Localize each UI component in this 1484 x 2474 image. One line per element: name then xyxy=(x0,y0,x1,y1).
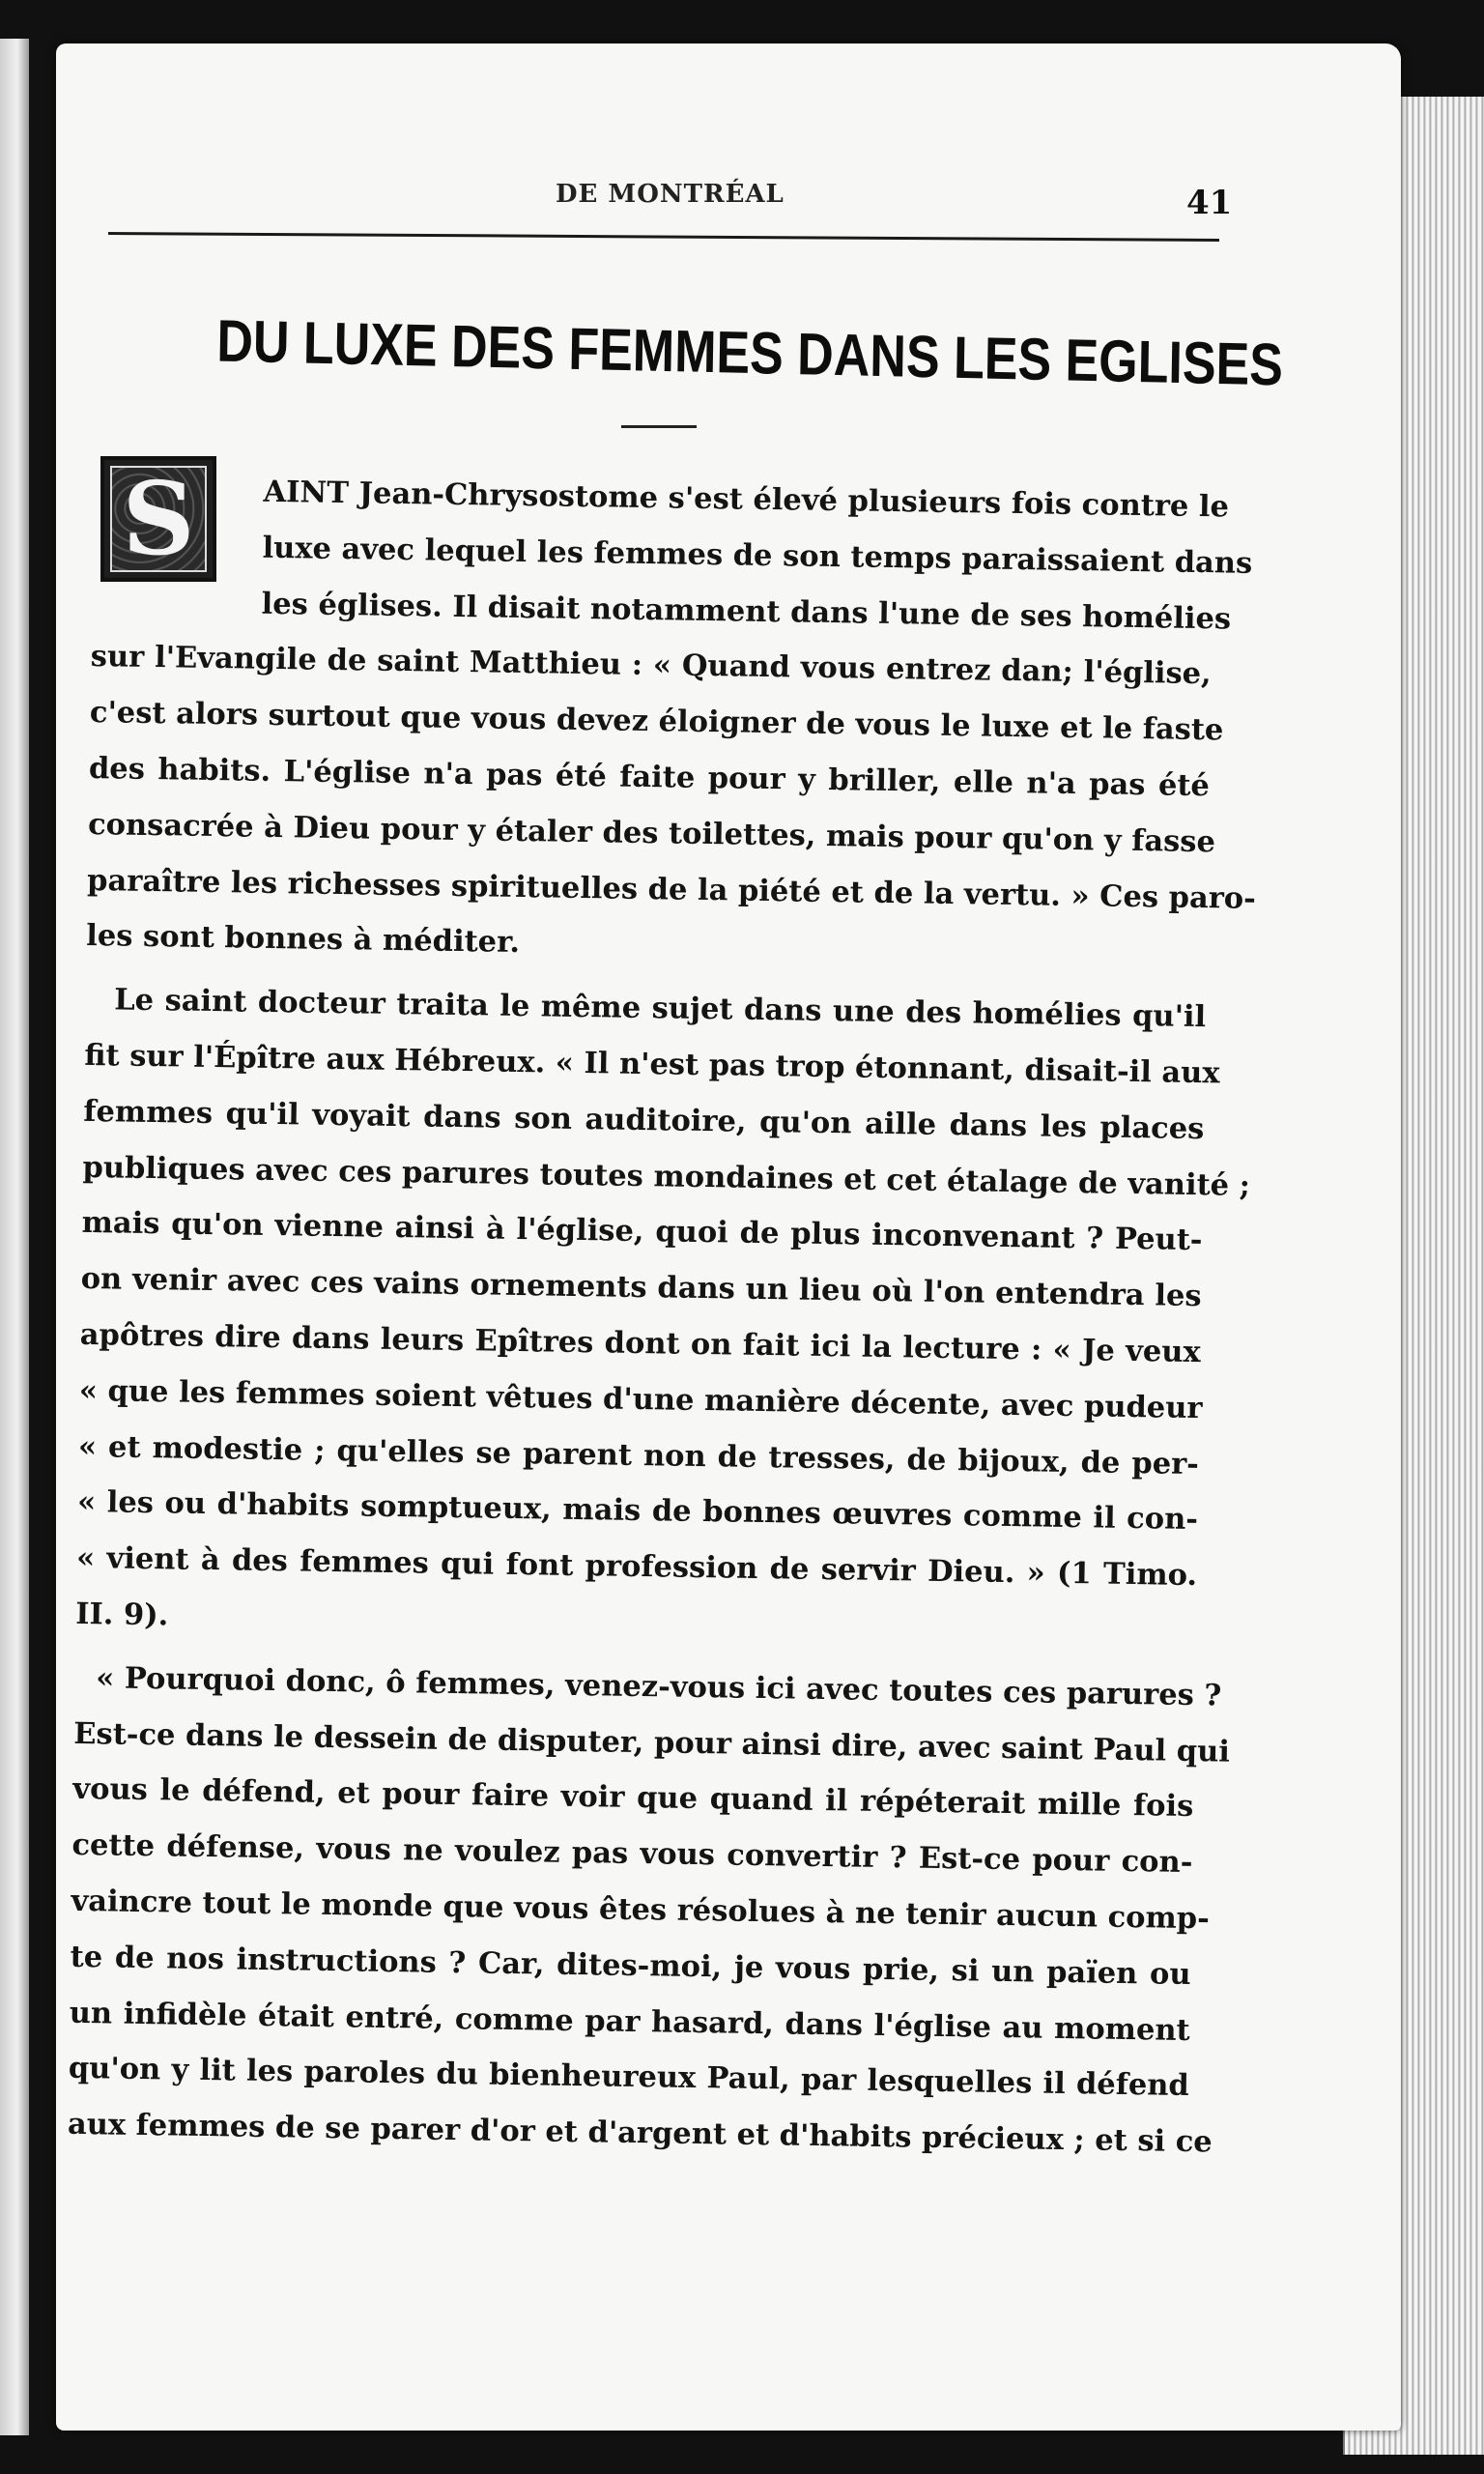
text-line: publiques avec ces parures toutes mondaines et cet étalage de vanité ; xyxy=(82,1149,1251,1203)
paragraph xyxy=(67,1651,1231,2171)
text-line: « vient à des femmes qui font profession de servir Dieu. » (1 Timo. xyxy=(75,1540,1198,1594)
text-line: Est-ce dans le dessein de disputer, pour ainsi dire, avec saint Paul qui xyxy=(73,1715,1231,1769)
paragraph xyxy=(86,459,1257,982)
text-line: luxe avec lequel les femmes de son temps paraissaient dans xyxy=(262,530,1253,581)
text-line: Le saint docteur traita le même sujet dans une des homélies qu'il xyxy=(113,982,1207,1035)
text-line: qu'on y lit les paroles du bienheureux Paul, par lesquelles il défend xyxy=(68,2051,1190,2104)
text-line: on venir avec ces vains ornements dans un lieu où l'on entendra les xyxy=(80,1261,1202,1314)
text-line: sur l'Evangile de saint Matthieu : « Quand vous entrez dan; l'église, xyxy=(90,639,1212,692)
text-line: vous le défend, et pour faire voir que quand il répéterait mille fois xyxy=(72,1771,1194,1825)
previous-page-edge xyxy=(0,39,29,2435)
text-line: un infidèle était entré, comme par hasard, dans l'église au moment xyxy=(69,1995,1190,2048)
article-title: DU LUXE DES FEMMES DANS LES EGLISES xyxy=(215,308,1284,399)
title-rule xyxy=(621,425,697,428)
text-line: femmes qu'il voyait dans son auditoire, qu'on aille dans les places xyxy=(83,1093,1205,1146)
text-line: fit sur l'Épître aux Hébreux. « Il n'est pas trop étonnant, disait-il aux xyxy=(84,1037,1220,1091)
text-line: « et modestie ; qu'elles se parent non de tresses, de bijoux, de per- xyxy=(77,1428,1200,1482)
text-line: apôtres dire dans leurs Epîtres dont on fait ici la lecture : « Je veux xyxy=(79,1316,1201,1370)
dropcap-letter: S xyxy=(122,459,195,578)
page-number: 41 xyxy=(1186,184,1233,222)
text-line: mais qu'on vienne ainsi à l'église, quoi de plus inconvenant ? Peut- xyxy=(81,1205,1203,1258)
text-line: cette défense, vous ne voulez pas vous convertir ? Est-ce pour con- xyxy=(71,1827,1193,1881)
text-line: vaincre tout le monde que vous êtes résolues à ne tenir aucun comp- xyxy=(71,1883,1211,1937)
running-head: DE MONTRÉAL xyxy=(556,180,785,209)
article-body xyxy=(67,459,1257,2171)
text-line: te de nos instructions ? Car, dites-moi, je vous prie, si un païen ou xyxy=(70,1939,1191,1992)
text-line: II. 9). xyxy=(74,1596,169,1633)
text-line: « Pourquoi donc, ô femmes, venez-vous ici avec toutes ces parures ? xyxy=(95,1659,1222,1713)
text-line: paraître les richesses spirituelles de la piété et de la vertu. » Ces paro- xyxy=(86,862,1257,916)
text-line: c'est alors surtout que vous devez éloigner de vous le luxe et le faste xyxy=(89,695,1224,748)
text-line: AINT Jean-Chrysostome s'est élevé plusieurs fois contre le xyxy=(263,474,1230,525)
paragraph xyxy=(74,972,1251,1660)
text-line: consacrée à Dieu pour y étaler des toilettes, mais pour qu'on y fasse xyxy=(87,806,1216,860)
text-line: les églises. Il disait notamment dans l'une de ses homélies xyxy=(261,586,1232,637)
text-line: les sont bonnes à méditer. xyxy=(86,918,521,961)
text-line: aux femmes de se parer d'or et d'argent et d'habits précieux ; et si ce xyxy=(67,2106,1213,2160)
text-line: « que les femmes soient vêtues d'une manière décente, avec pudeur xyxy=(78,1372,1203,1425)
text-line: « les ou d'habits somptueux, mais de bonnes œuvres comme il con- xyxy=(76,1484,1199,1538)
text-line: des habits. L'église n'a pas été faite pour y briller, elle n'a pas été xyxy=(88,750,1211,804)
